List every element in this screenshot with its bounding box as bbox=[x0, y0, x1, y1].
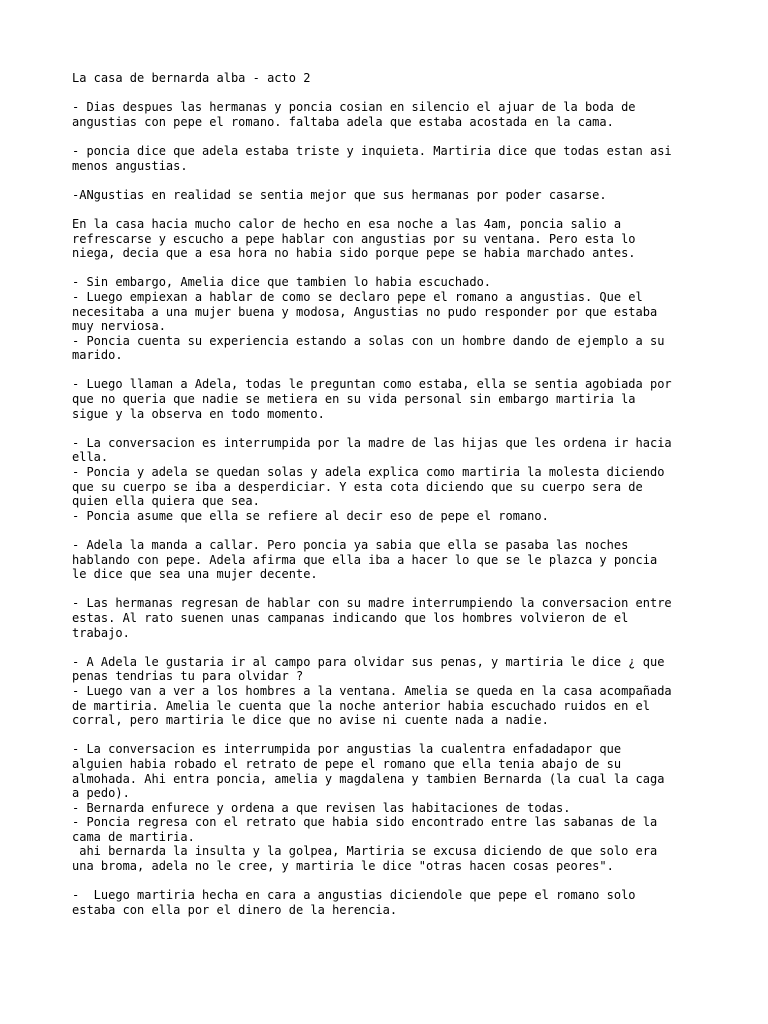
paragraph: - La conversacion es interrumpida por la madre de las hijas que les ordena ir hacia ella. - Poncia y adela se quedan solas y adela explica como martiria la molesta diciendo que su cuerpo se iba a desperdiciar. Y esta cota diciendo que su cuerpo sera de quien ella quiera que sea. - Poncia asume que ella se refiere al decir eso de pepe el romano. bbox=[72, 435, 672, 523]
paragraph: - Sin embargo, Amelia dice que tambien lo habia escuchado. - Luego empiexan a hablar de como se declaro pepe el romano a angustias. Que el necesitaba a una mujer buena y modosa, Angustias no pudo responder por que estaba muy nerviosa. - Poncia cuenta su experiencia estando a solas con un hombre dando de ejemplo a su marido. bbox=[72, 275, 665, 363]
paragraph: - Luego llaman a Adela, todas le preguntan como estaba, ella se sentia agobiada por que no queria que nadie se metiera en su vida personal sin embargo martiria la sigue y la observa en todo momento. bbox=[72, 377, 672, 421]
paragraph: En la casa hacia mucho calor de hecho en esa noche a las 4am, poncia salio a refrescarse y escucho a pepe hablar con angustias por su ventana. Pero esta lo niega, decia que a esa hora no habia sido porque pepe se habia marchado antes. bbox=[72, 216, 636, 261]
paragraph: - Dias despues las hermanas y poncia cosian en silencio el ajuar de la boda de angustias con pepe el romano. faltaba adela que estaba acostada en la cama. bbox=[72, 100, 636, 129]
paragraph: -ANgustias en realidad se sentia mejor que sus hermanas por poder casarse. bbox=[72, 187, 607, 202]
paragraph: - A Adela le gustaria ir al campo para olvidar sus penas, y martiria le dice ¿ que penas tendrias tu para olvidar ? - Luego van a ver a los hombres a la ventana. Amelia se queda en la casa acompañada de martiria. Amelia le cuenta que la noche anterior habia escuchado ruidos en el corral, pero martiria le dice que no avise ni cuente nada a nadie. bbox=[72, 654, 672, 728]
paragraph: - poncia dice que adela estaba triste y inquieta. Martiria dice que todas estan asi menos angustias. bbox=[72, 143, 672, 173]
paragraph: - Luego martiria hecha en cara a angustias diciendole que pepe el romano solo estaba con ella por el dinero de la herencia. bbox=[72, 888, 636, 917]
paragraph: - La conversacion es interrumpida por angustias la cualentra enfadadapor que alguien habia robado el retrato de pepe el romano que ella tenia abajo de su almohada. Ahi entra poncia, amelia y magdalena y tambien Bernarda (la cual la caga a pedo). - Bernarda enfurece y ordena a que revisen las habitaciones de todas. - Poncia regresa con el retrato que habia sido encontrado entre las sabanas de la cama de martiria. ahi bernarda la insulta y la golpea, Martiria se excusa diciendo de que solo era una broma, adela no le cree, y martiria le dice "otras hacen cosas peores". bbox=[72, 742, 665, 874]
document-page bbox=[72, 71, 712, 932]
paragraph: - Las hermanas regresan de hablar con su madre interrumpiendo la conversacion entre estas. Al rato suenen unas campanas indicando que los hombres volvieron de el trabajo. bbox=[72, 596, 672, 640]
paragraph: - Adela la manda a callar. Pero poncia ya sabia que ella se pasaba las noches hablando con pepe. Adela afirma que ella iba a hacer lo que se le plazca y poncia le dice que sea una mujer decente. bbox=[72, 538, 658, 582]
document-title: La casa de bernarda alba - acto 2 bbox=[72, 71, 311, 85]
